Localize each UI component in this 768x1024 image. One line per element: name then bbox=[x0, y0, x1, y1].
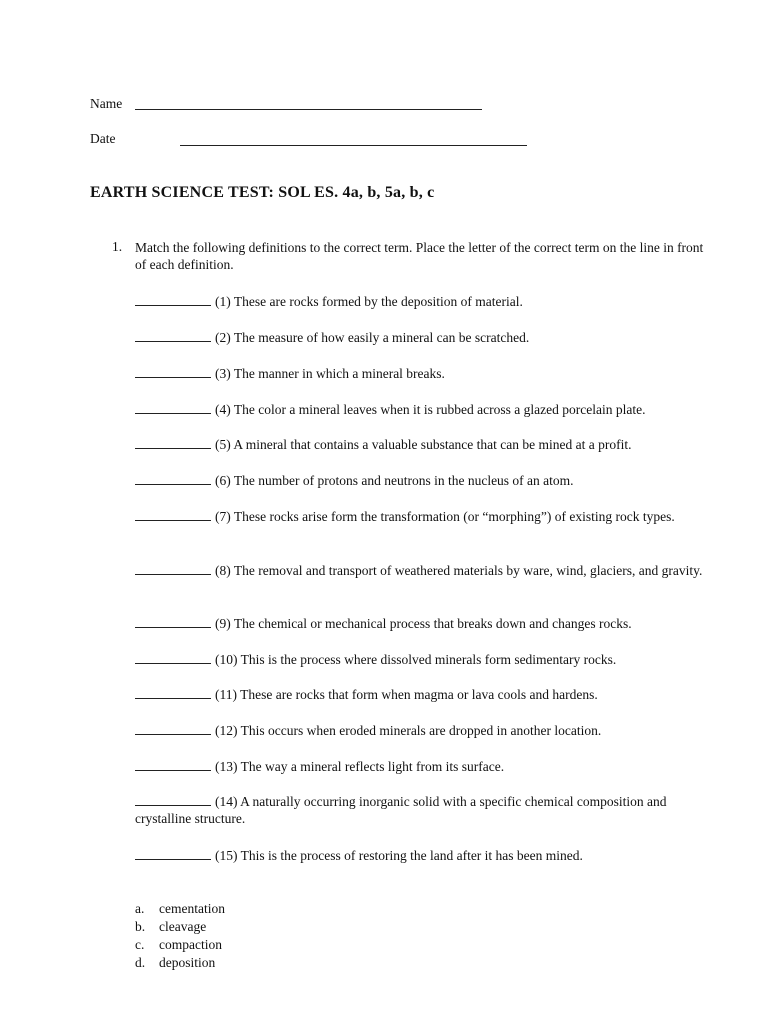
answer-blank[interactable] bbox=[135, 847, 211, 860]
date-field-line[interactable] bbox=[180, 144, 527, 146]
date-label: Date bbox=[90, 131, 116, 146]
test-title: EARTH SCIENCE TEST: SOL ES. 4a, b, 5a, b, c bbox=[90, 184, 435, 201]
definition-item: (10) This is the process where dissolved minerals form sedimentary rocks. bbox=[135, 651, 725, 668]
option-item: b. cleavage bbox=[135, 919, 207, 934]
definition-item: (15) This is the process of restoring the land after it has been mined. bbox=[135, 847, 725, 864]
definition-item: (2) The measure of how easily a mineral can be scratched. bbox=[135, 329, 725, 346]
answer-blank[interactable] bbox=[135, 365, 211, 378]
option-item: c. compaction bbox=[135, 937, 222, 952]
answer-blank[interactable] bbox=[135, 472, 211, 485]
definition-item: (12) This occurs when eroded minerals are dropped in another location. bbox=[135, 722, 725, 739]
answer-blank[interactable] bbox=[135, 615, 211, 628]
name-field-line[interactable] bbox=[135, 108, 482, 110]
name-label: Name bbox=[90, 96, 123, 111]
definition-item: (8) The removal and transport of weathered materials by ware, wind, glaciers, and gravity. bbox=[135, 562, 725, 579]
answer-blank[interactable] bbox=[135, 401, 211, 414]
answer-blank[interactable] bbox=[135, 293, 211, 306]
answer-blank[interactable] bbox=[135, 793, 211, 806]
definition-item: (3) The manner in which a mineral breaks. bbox=[135, 365, 725, 382]
definition-item: (7) These rocks arise form the transformation (or “morphing”) of existing rock types. bbox=[135, 508, 725, 525]
question-text: Match the following definitions to the correct term. Place the letter of the correct term on the line in front of each definition. bbox=[135, 240, 704, 272]
answer-blank[interactable] bbox=[135, 562, 211, 575]
answer-blank[interactable] bbox=[135, 329, 211, 342]
question-number: 1. bbox=[112, 239, 123, 254]
definition-item: (11) These are rocks that form when magma or lava cools and hardens. bbox=[135, 686, 725, 703]
answer-blank[interactable] bbox=[135, 508, 211, 521]
option-item: d. deposition bbox=[135, 955, 216, 970]
definition-item: (1) These are rocks formed by the deposition of material. bbox=[135, 293, 725, 310]
answer-blank[interactable] bbox=[135, 651, 211, 664]
option-item: a. cementation bbox=[135, 901, 225, 916]
definition-item: (4) The color a mineral leaves when it is rubbed across a glazed porcelain plate. bbox=[135, 401, 725, 418]
definition-item: (5) A mineral that contains a valuable substance that can be mined at a profit. bbox=[135, 436, 725, 453]
definition-item: (6) The number of protons and neutrons in the nucleus of an atom. bbox=[135, 472, 725, 489]
definition-item: (9) The chemical or mechanical process that breaks down and changes rocks. bbox=[135, 615, 725, 632]
answer-blank[interactable] bbox=[135, 686, 211, 699]
definition-item: (14) A naturally occurring inorganic solid with a specific chemical composition and crystalline structure. bbox=[135, 794, 667, 826]
answer-blank[interactable] bbox=[135, 758, 211, 771]
definition-item: (13) The way a mineral reflects light from its surface. bbox=[135, 758, 725, 775]
answer-blank[interactable] bbox=[135, 436, 211, 449]
answer-blank[interactable] bbox=[135, 722, 211, 735]
